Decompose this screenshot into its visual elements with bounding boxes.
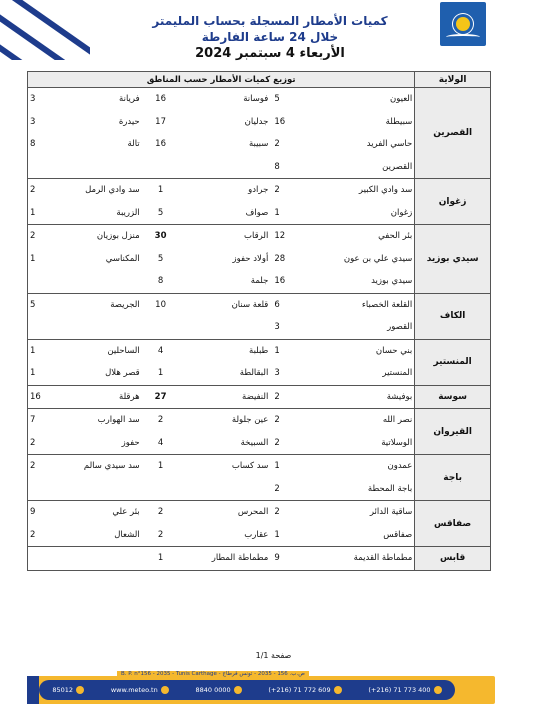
table-row (28, 385, 491, 409)
value-cell: 3 (28, 88, 51, 111)
value-cell: 2 (28, 455, 51, 478)
page-number: صفحة 1/1 (255, 651, 292, 660)
station-cell: حفوز (121, 437, 140, 448)
wilaya-cell: سوسة (415, 385, 491, 409)
station-cell: الرقاب (180, 225, 271, 248)
table-row (28, 88, 491, 111)
value-cell: 1 (28, 202, 51, 225)
wilaya-cell: القصرين (415, 88, 491, 179)
table-row (28, 293, 491, 316)
report-date: الأربعاء 4 سبتمبر 2024 (195, 46, 345, 61)
station-cell: النفيضة (180, 385, 271, 409)
value-cell: 3 (274, 322, 280, 333)
value-cell: 1 (142, 547, 180, 571)
wilaya-cell: الكاف (415, 293, 491, 339)
value-cell: 17 (155, 116, 166, 127)
value-cell: 2 (270, 501, 320, 524)
station-cell: السبيخة (240, 437, 269, 448)
value-cell (28, 156, 51, 179)
station-cell: مطماطة المطار (180, 547, 271, 571)
value-cell: 5 (157, 207, 164, 218)
station-cell: سد وادي الرمل (51, 179, 142, 202)
station-cell: طبلبة (180, 339, 271, 362)
value-cell: 16 (142, 88, 180, 111)
value-cell (28, 547, 51, 571)
station-cell: بني حسان (321, 339, 415, 362)
value-cell: 3 (274, 368, 280, 379)
value-cell: 2 (28, 524, 51, 547)
value-cell: 3 (28, 111, 51, 134)
value-cell: 1 (28, 362, 51, 385)
column-header-wilaya: الولاية (415, 72, 491, 88)
station-cell: سيدي علي بن عون (343, 253, 413, 264)
footer-code: 85012 (52, 686, 84, 694)
station-cell: مطماطة القديمة (321, 547, 415, 571)
value-cell: 16 (274, 276, 286, 287)
value-cell (142, 478, 180, 501)
station-cell: جدليان (244, 116, 269, 127)
station-cell: باجة المحطة (367, 483, 413, 494)
value-cell: 9 (270, 547, 320, 571)
station-cell: منزل بوزيان (51, 225, 142, 248)
value-cell: 2 (270, 179, 320, 202)
station-cell: المكناسي (105, 253, 140, 264)
station-cell (51, 547, 142, 571)
wilaya-cell: زغوان (415, 179, 491, 225)
station-cell: عين جلولة (180, 409, 271, 432)
station-cell: البقالطة (239, 368, 269, 379)
table-row (28, 225, 491, 248)
table-row (28, 339, 491, 362)
wilaya-cell: المنستير (415, 339, 491, 385)
station-cell: فريانة (51, 88, 142, 111)
footer-contacts (39, 680, 455, 700)
station-cell: بئر علي (51, 501, 142, 524)
table-header-row (28, 72, 491, 88)
station-cell (180, 156, 271, 179)
corner-stripes (0, 0, 90, 60)
value-cell (142, 316, 180, 339)
table-row (28, 547, 491, 571)
wilaya-cell: صفاقس (415, 501, 491, 547)
station-cell: سد الهوارب (51, 409, 142, 432)
value-cell: 8 (28, 133, 51, 156)
station-cell: المحرس (180, 501, 271, 524)
value-cell: 16 (274, 116, 286, 127)
column-header-distribution: توزيع كميات الأمطار حسب المناطق (28, 72, 415, 88)
footer-web[interactable]: www.meteo.tn (111, 686, 169, 694)
value-cell: 2 (274, 483, 280, 494)
value-cell: 5 (157, 253, 164, 264)
station-cell: الشعال (114, 529, 140, 540)
phone-icon (234, 686, 242, 694)
value-cell (28, 270, 51, 293)
footer-decor (27, 676, 39, 704)
station-cell: الوسلاتية (381, 437, 413, 448)
value-cell: 8 (157, 276, 164, 287)
value-cell: 16 (28, 385, 51, 409)
station-cell (51, 156, 142, 179)
station-cell: سبيبة (248, 139, 269, 150)
value-cell: 1 (28, 339, 51, 362)
station-cell: جلمة (250, 276, 269, 287)
value-cell: 12 (270, 225, 320, 248)
value-cell: 2 (274, 437, 280, 448)
value-cell: 6 (270, 293, 320, 316)
station-cell: زغوان (390, 207, 413, 218)
value-cell: 1 (157, 368, 164, 379)
footer-green: 8840 0000 (195, 686, 241, 694)
fax-icon (434, 686, 442, 694)
value-cell: 27 (142, 385, 180, 409)
table-row (28, 501, 491, 524)
value-cell: 2 (28, 179, 51, 202)
wilaya-cell: القيروان (415, 409, 491, 455)
value-cell: 2 (157, 529, 164, 540)
station-cell (180, 316, 271, 339)
value-cell: 2 (28, 432, 51, 455)
station-cell: الزريبة (116, 207, 140, 218)
value-cell: 10 (142, 293, 180, 316)
footer-fax: (+216) 71 773 400 (368, 686, 441, 694)
header-subtitle: خلال 24 ساعة الفارطة (201, 30, 339, 44)
station-cell: القصرين (382, 161, 413, 172)
wilaya-cell: باجة (415, 455, 491, 501)
station-cell: بوفيشة (321, 385, 415, 409)
table-row (28, 409, 491, 432)
value-cell: 5 (270, 88, 320, 111)
station-cell: سيدي بوزيد (371, 276, 413, 287)
value-cell: 1 (270, 339, 320, 362)
station-cell: تالة (127, 139, 140, 150)
station-cell: العيون (321, 88, 415, 111)
value-cell: 4 (157, 437, 164, 448)
station-cell: حاسي الفريد (366, 139, 413, 150)
value-cell: 9 (28, 501, 51, 524)
value-cell: 2 (270, 409, 320, 432)
station-cell: سد كساب (180, 455, 271, 478)
logo-icon (76, 686, 84, 694)
value-cell: 2 (142, 409, 180, 432)
header-title: كميات الأمطار المسجلة بحساب المليمتر (152, 14, 388, 28)
value-cell: 1 (274, 207, 280, 218)
value-cell: 28 (274, 253, 286, 264)
wilaya-cell: سيدي بوزيد (415, 225, 491, 294)
value-cell: 4 (142, 339, 180, 362)
station-cell: سد سيدي سالم (51, 455, 142, 478)
station-cell (51, 478, 142, 501)
wilaya-cell: قابس (415, 547, 491, 571)
phone-icon (334, 686, 342, 694)
table-row (28, 179, 491, 202)
station-cell: سد وادي الكبير (321, 179, 415, 202)
station-cell: جرادو (180, 179, 271, 202)
station-cell: نصر الله (321, 409, 415, 432)
station-cell: عمدون (321, 455, 415, 478)
value-cell: 2 (274, 139, 280, 150)
rainfall-table (27, 71, 491, 571)
value-cell: 2 (28, 225, 51, 248)
station-cell: القلعة الخصباء (321, 293, 415, 316)
station-cell: الجريصة (51, 293, 142, 316)
station-cell: فوسانة (180, 88, 271, 111)
value-cell: 1 (28, 248, 51, 271)
value-cell (142, 156, 180, 179)
station-cell: بئر الحفي (321, 225, 415, 248)
value-cell: 30 (142, 225, 180, 248)
station-cell: عقارب (244, 529, 269, 540)
station-cell (51, 270, 142, 293)
value-cell: 5 (28, 293, 51, 316)
value-cell (28, 316, 51, 339)
station-cell: أولاد حفوز (232, 253, 269, 264)
station-cell: المنستير (382, 368, 413, 379)
value-cell: 16 (155, 139, 166, 150)
station-cell: هرقلة (51, 385, 142, 409)
station-cell (51, 316, 142, 339)
value-cell: 1 (142, 179, 180, 202)
station-cell: ساقية الدائر (321, 501, 415, 524)
station-cell: قصر هلال (105, 368, 140, 379)
station-cell: القصور (387, 322, 413, 333)
value-cell: 1 (274, 529, 280, 540)
station-cell: صفاقس (383, 529, 413, 540)
value-cell: 2 (142, 501, 180, 524)
value-cell: 1 (270, 455, 320, 478)
station-cell (180, 478, 271, 501)
web-icon (161, 686, 169, 694)
value-cell: 7 (28, 409, 51, 432)
value-cell: 2 (270, 385, 320, 409)
station-cell: الساحلين (51, 339, 142, 362)
logo-icon (440, 2, 486, 46)
value-cell: 1 (142, 455, 180, 478)
table-row (28, 455, 491, 478)
station-cell: صواف (245, 207, 269, 218)
footer-address: B. P. n°156 - 2035 - Tunis Carthage - ص.ب. 156 - 2035 - تونس قرطاج (117, 671, 309, 677)
value-cell: 8 (274, 161, 280, 172)
station-cell: قلعة سنان (180, 293, 271, 316)
footer-banner (27, 671, 495, 704)
value-cell (28, 478, 51, 501)
footer-phone: (+216) 71 772 609 (268, 686, 341, 694)
station-cell: سبيطلة (385, 116, 413, 127)
station-cell: حيدرة (118, 116, 140, 127)
